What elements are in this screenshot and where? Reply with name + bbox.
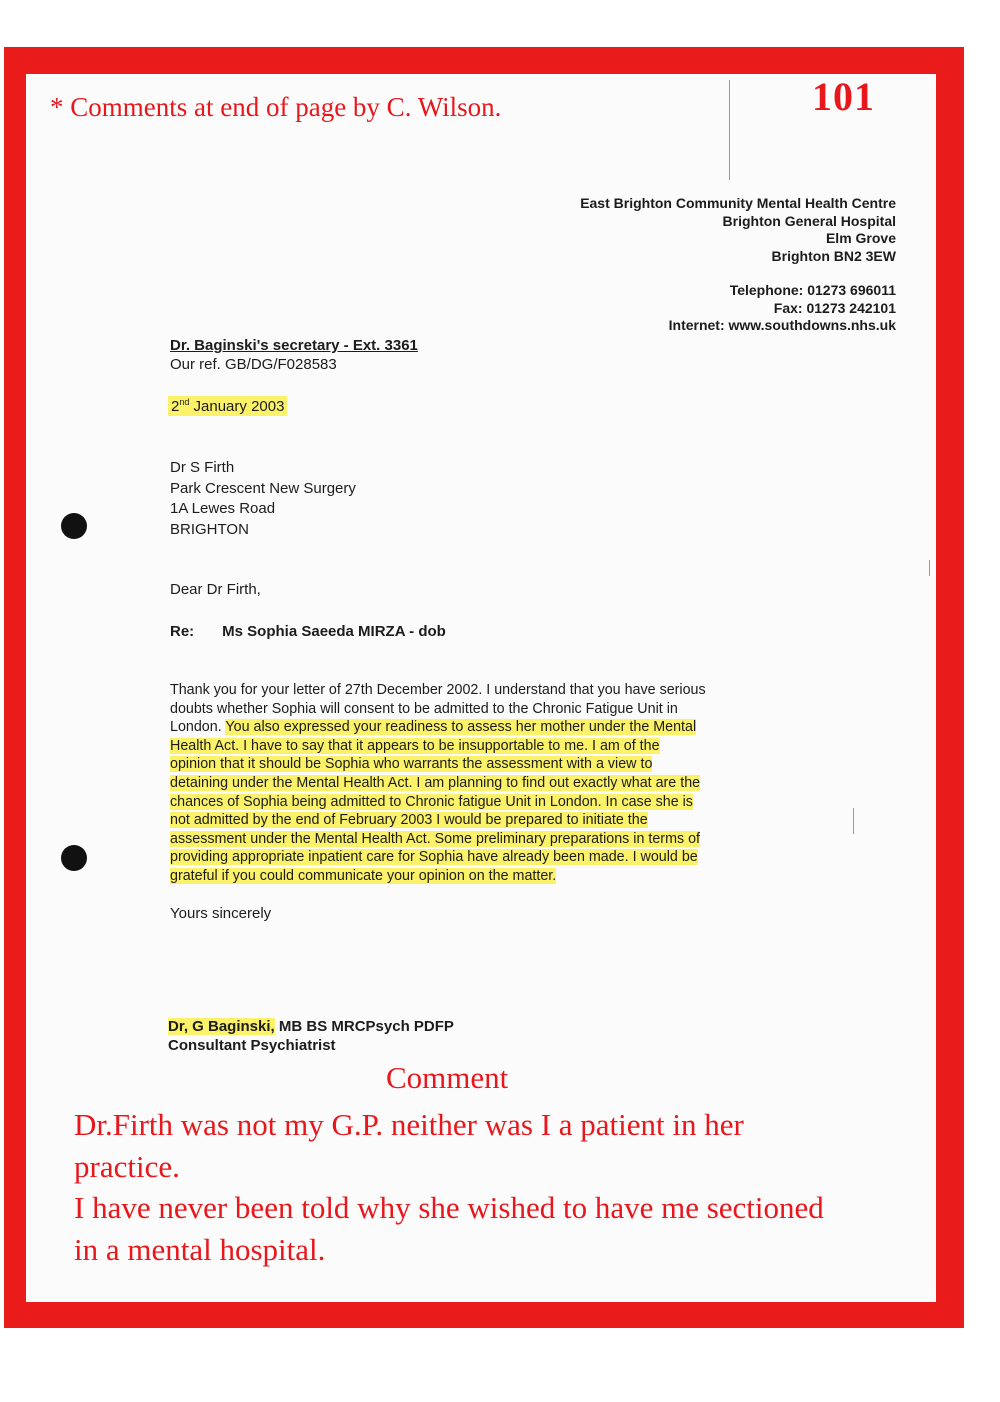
signature-block xyxy=(168,1017,454,1055)
body-highlight: assessment under the Mental Health Act. Some preliminary preparations in terms of xyxy=(170,830,701,847)
body-highlight: Health Act. I have to say that it appears to be insupportable to me. I am of the xyxy=(170,737,660,754)
body-text-plain: London. xyxy=(170,719,226,736)
body-highlight: grateful if you could communicate your opinion on the matter. xyxy=(170,867,557,884)
body-line xyxy=(170,737,820,756)
comment-line: in a mental hospital. xyxy=(74,1231,326,1267)
letter-date xyxy=(168,396,287,416)
recipient-line: BRIGHTON xyxy=(170,520,249,538)
letter-body xyxy=(170,681,820,886)
signature-line xyxy=(168,1017,454,1036)
letterhead-contact xyxy=(669,282,896,335)
date-day: 2 xyxy=(171,398,180,415)
recipient-address xyxy=(170,458,356,540)
scan-mark-line xyxy=(929,560,930,576)
closing: Yours sincerely xyxy=(170,905,272,922)
comment-heading: Comment xyxy=(386,1060,509,1095)
our-reference: Our ref. GB/DG/F028583 xyxy=(170,356,337,373)
comment-line: I have never been told why she wished to have me sectioned xyxy=(74,1190,824,1225)
body-line xyxy=(170,867,820,886)
date-rest: January 2003 xyxy=(193,398,285,415)
recipient-line: Dr S Firth xyxy=(170,459,235,476)
signatory-name: Dr, G Baginski, xyxy=(168,1018,275,1035)
reference-block xyxy=(170,336,418,374)
salutation: Dear Dr Firth, xyxy=(170,581,261,598)
body-highlight: chances of Sophia being admitted to Chronic fatigue Unit in London. In case she is xyxy=(170,793,693,810)
address-line: Brighton General Hospital xyxy=(722,212,896,229)
body-highlight: detaining under the Mental Health Act. I am planning to find out exactly what are the xyxy=(170,774,701,791)
body-line xyxy=(170,755,820,774)
annotation-note: * Comments at end of page by C. Wilson. xyxy=(50,92,502,122)
page-number: 101 xyxy=(812,74,875,119)
punch-hole xyxy=(61,845,87,871)
body-line xyxy=(170,848,820,867)
body-line xyxy=(170,811,820,830)
patient-name: Ms Sophia Saeeda MIRZA - dob xyxy=(222,623,446,640)
scan-mark-line xyxy=(853,808,854,834)
body-highlight: opinion that it should be Sophia who warrants the assessment with a view to xyxy=(170,756,653,773)
secretary-line: Dr. Baginski's secretary - Ext. 3361 xyxy=(170,337,418,354)
re-label: Re: xyxy=(170,623,195,640)
body-highlight: not admitted by the end of February 2003 I would be prepared to initiate the xyxy=(170,812,648,829)
body-line xyxy=(170,774,820,793)
body-line: Thank you for your letter of 27th December 2002. I understand that you have serious xyxy=(170,682,706,698)
address-line: Elm Grove xyxy=(825,230,896,246)
letterhead-address xyxy=(580,195,896,265)
body-line xyxy=(170,718,820,737)
address-line: Brighton BN2 3EW xyxy=(771,247,896,264)
comment-text xyxy=(74,1104,824,1270)
comment-line: practice. xyxy=(74,1148,180,1184)
signatory-qualifications: MB BS MRCPsych PDFP xyxy=(274,1018,454,1035)
internet-line: Internet: www.southdowns.nhs.uk xyxy=(668,317,896,333)
signatory-title: Consultant Psychiatrist xyxy=(168,1037,336,1054)
scan-mark-line xyxy=(729,80,730,180)
body-line: doubts whether Sophia will consent to be admitted to the Chronic Fatigue Unit in xyxy=(170,700,678,717)
recipient-line: 1A Lewes Road xyxy=(170,500,276,517)
date-suffix: nd xyxy=(179,397,190,407)
fax-line: Fax: 01273 242101 xyxy=(773,299,896,316)
re-line xyxy=(170,623,446,640)
comment-line: Dr.Firth was not my G.P. neither was I a patient in her xyxy=(74,1107,744,1142)
recipient-line: Park Crescent New Surgery xyxy=(170,479,356,497)
body-line xyxy=(170,793,820,812)
body-highlight: providing appropriate inpatient care for Sophia have already been made. I would be xyxy=(170,849,698,866)
telephone-line: Telephone: 01273 696011 xyxy=(729,282,896,298)
body-line xyxy=(170,830,820,849)
punch-hole xyxy=(61,513,87,539)
address-line: East Brighton Community Mental Health Centre xyxy=(580,195,896,211)
body-highlight: You also expressed your readiness to assess her mother under the Mental xyxy=(225,719,697,736)
